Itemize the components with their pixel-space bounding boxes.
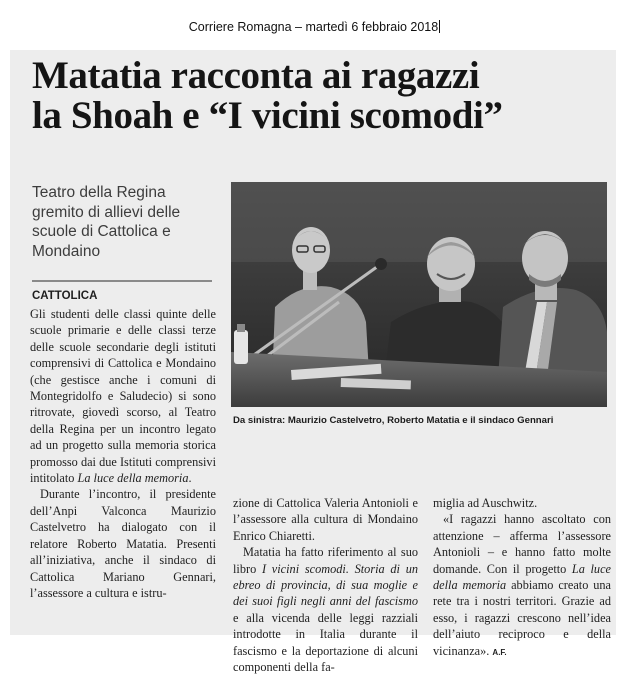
paragraph: Gli studenti delle classi quinte delle scuole primarie e delle classi terze delle scuole secondarie degli istituti comprensivi di Cattolica e Mondaino (che gestisce anche i comuni di Montegridolfo e Saludecio) si sono ritrovate, giovedì scorso, al Teatro della Regina per un incontro legato ad un progetto sulla memoria storica promosso dai due Istituti comprensivi intitolato La luce della memoria. — [30, 307, 216, 486]
article-column-2 — [233, 495, 418, 675]
paragraph: Durante l’incontro, il presidente dell’Anpi Valconca Maurizio Castelvetro ha dialogato con il relatore Roberto Matatia. Presenti all’iniziativa, anche il sindaco di Cattolica Mariano Gennari, l’assessore a cultura e istru- — [30, 487, 216, 600]
subheadline: Teatro della Regina gremito di allievi delle scuole di Cattolica e Mondaino — [32, 184, 181, 260]
paragraph-text: e alla vicenda delle leggi razziali introdotte in Italia durante il fascismo e la deportazione di alcuni componenti della fa- — [233, 610, 418, 675]
article-column-1 — [30, 306, 216, 601]
photo-illustration — [231, 182, 607, 407]
headline-line-2: la Shoah e “I vicini scomodi” — [32, 94, 503, 137]
paragraph — [433, 511, 611, 661]
source-caption-text: Corriere Romagna – martedì 6 febbraio 2018 — [188, 20, 439, 34]
photo-caption: Da sinistra: Maurizio Castelvetro, Roberto Matatia e il sindaco Gennari — [233, 415, 554, 426]
quote-text: «I ragazzi hanno ascoltato con attenzione – afferma l’assessore Antonioli – e hanno fatto molte domande. Con il progetto — [433, 512, 611, 576]
article-column-3 — [433, 495, 611, 661]
newspaper-clipping — [10, 50, 616, 675]
headline — [32, 56, 592, 136]
kicker-location: CATTOLICA — [32, 290, 98, 302]
headline-line-1: Matatia racconta ai ragazzi — [32, 54, 480, 97]
article-photo — [231, 182, 607, 407]
paragraph: miglia ad Auschwitz. — [433, 496, 538, 510]
quote-text: abbiamo creato una rete tra i nostri territori. Grazie ad esso, i ragazzi crescono nell’idea dell’aiuto reciproco e della vicinanza». — [433, 578, 611, 658]
source-caption — [0, 20, 629, 34]
author-signature: A.F. — [492, 647, 507, 657]
project-title: La luce della memoria — [77, 471, 189, 486]
book-title: I vicini scomodi. Storia di un ebreo di provincia, di sua moglie e dei suoi figli negli anni del fascismo — [233, 561, 419, 609]
text-cursor — [439, 20, 440, 33]
project-title: La luce della memoria — [433, 561, 612, 593]
paragraph — [233, 544, 418, 675]
section-divider — [32, 280, 212, 282]
paragraph: zione di Cattolica Valeria Antonioli e l’assessore alla cultura di Mondaino Enrico Chiaretti. — [233, 496, 418, 543]
paragraph-text: Gli studenti delle classi quinte delle scuole primarie e delle classi terze delle scuole secondarie degli istituti comprensivi di Cattolica e Mondaino (che gestisce anche i comuni di Montegridolfo e Saludecio) si sono ritrovate, giovedì scorso, al Teatro della Regina per un incontro legato ad un progetto sulla memoria storica promosso dai due Istituti comprensivi intitolato — [30, 307, 216, 486]
paragraph-text: Matatia ha fatto riferimento al suo libro — [233, 545, 418, 576]
